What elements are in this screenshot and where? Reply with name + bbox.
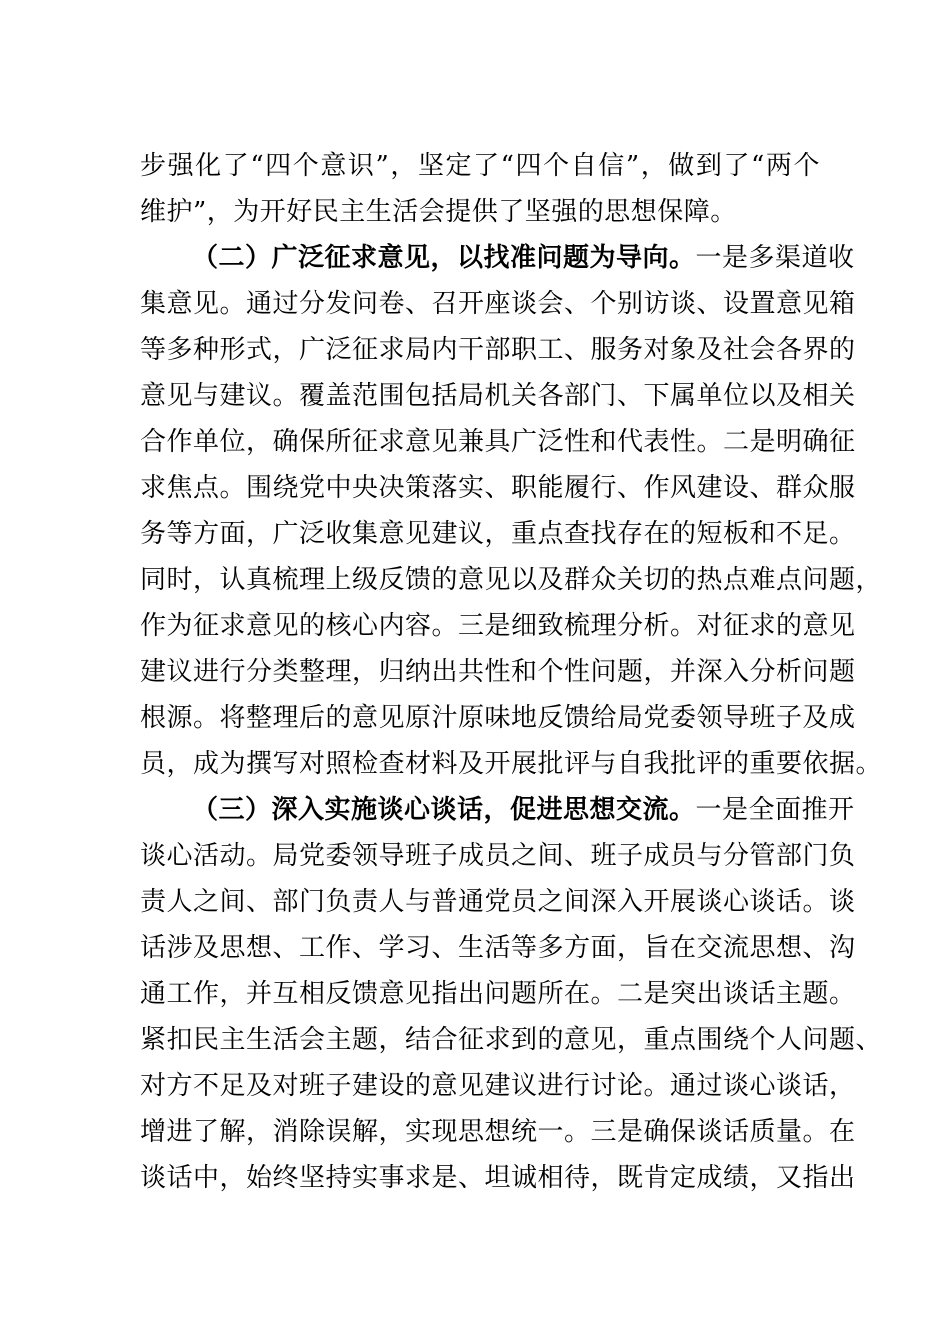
body-line: 通工作，并互相反馈意见指出问题所在。二是突出谈话主题。	[140, 979, 856, 1009]
body-line: 紧扣民主生活会主题，结合征求到的意见，重点围绕个人问题、	[140, 1025, 883, 1055]
body-line: 谈话中，始终坚持实事求是、坦诚相待，既肯定成绩，又指出	[140, 1163, 856, 1193]
body-line: 员，成为撰写对照检查材料及开展批评与自我批评的重要依据。	[140, 749, 883, 779]
body-line: 同时，认真梳理上级反馈的意见以及群众关切的热点难点问题，	[140, 565, 883, 595]
body-line: 增进了解，消除误解，实现思想统一。三是确保谈话质量。在	[140, 1117, 856, 1147]
body-line: 维护”，为开好民主生活会提供了坚强的思想保障。	[140, 197, 737, 227]
document-body	[140, 143, 883, 1201]
body-line: 谈心活动。局党委领导班子成员之间、班子成员与分管部门负	[140, 841, 856, 871]
body-line: 责人之间、部门负责人与普通党员之间深入开展谈心谈话。谈	[140, 887, 856, 917]
body-line: 务等方面，广泛收集意见建议，重点查找存在的短板和不足。	[140, 519, 856, 549]
body-line: 对方不足及对班子建设的意见建议进行讨论。通过谈心谈话，	[140, 1071, 856, 1101]
body-line: 根源。将整理后的意见原汁原味地反馈给局党委领导班子及成	[140, 703, 856, 733]
body-line: 建议进行分类整理，归纳出共性和个性问题，并深入分析问题	[140, 657, 856, 687]
body-line: 集意见。通过分发问卷、召开座谈会、个别访谈、设置意见箱	[140, 289, 856, 319]
section-heading: （二）广泛征求意见，以找准问题为导向。	[192, 243, 696, 273]
body-line: 等多种形式，广泛征求局内干部职工、服务对象及社会各界的	[140, 335, 856, 365]
body-line: 求焦点。围绕党中央决策落实、职能履行、作风建设、群众服	[140, 473, 856, 503]
body-text: 一是全面推开	[695, 795, 855, 825]
body-text: 一是多渠道收	[695, 243, 855, 273]
section-heading: （三）深入实施谈心谈话，促进思想交流。	[192, 795, 696, 825]
body-line: 意见与建议。覆盖范围包括局机关各部门、下属单位以及相关	[140, 381, 856, 411]
section-first-line	[140, 787, 855, 833]
section-first-line	[140, 235, 855, 281]
body-line: 合作单位，确保所征求意见兼具广泛性和代表性。二是明确征	[140, 427, 856, 457]
body-line: 话涉及思想、工作、学习、生活等多方面，旨在交流思想、沟	[140, 933, 856, 963]
body-line: 作为征求意见的核心内容。三是细致梳理分析。对征求的意见	[140, 611, 856, 641]
body-line: 步强化了“四个意识”，坚定了“四个自信”，做到了“两个	[140, 151, 820, 181]
